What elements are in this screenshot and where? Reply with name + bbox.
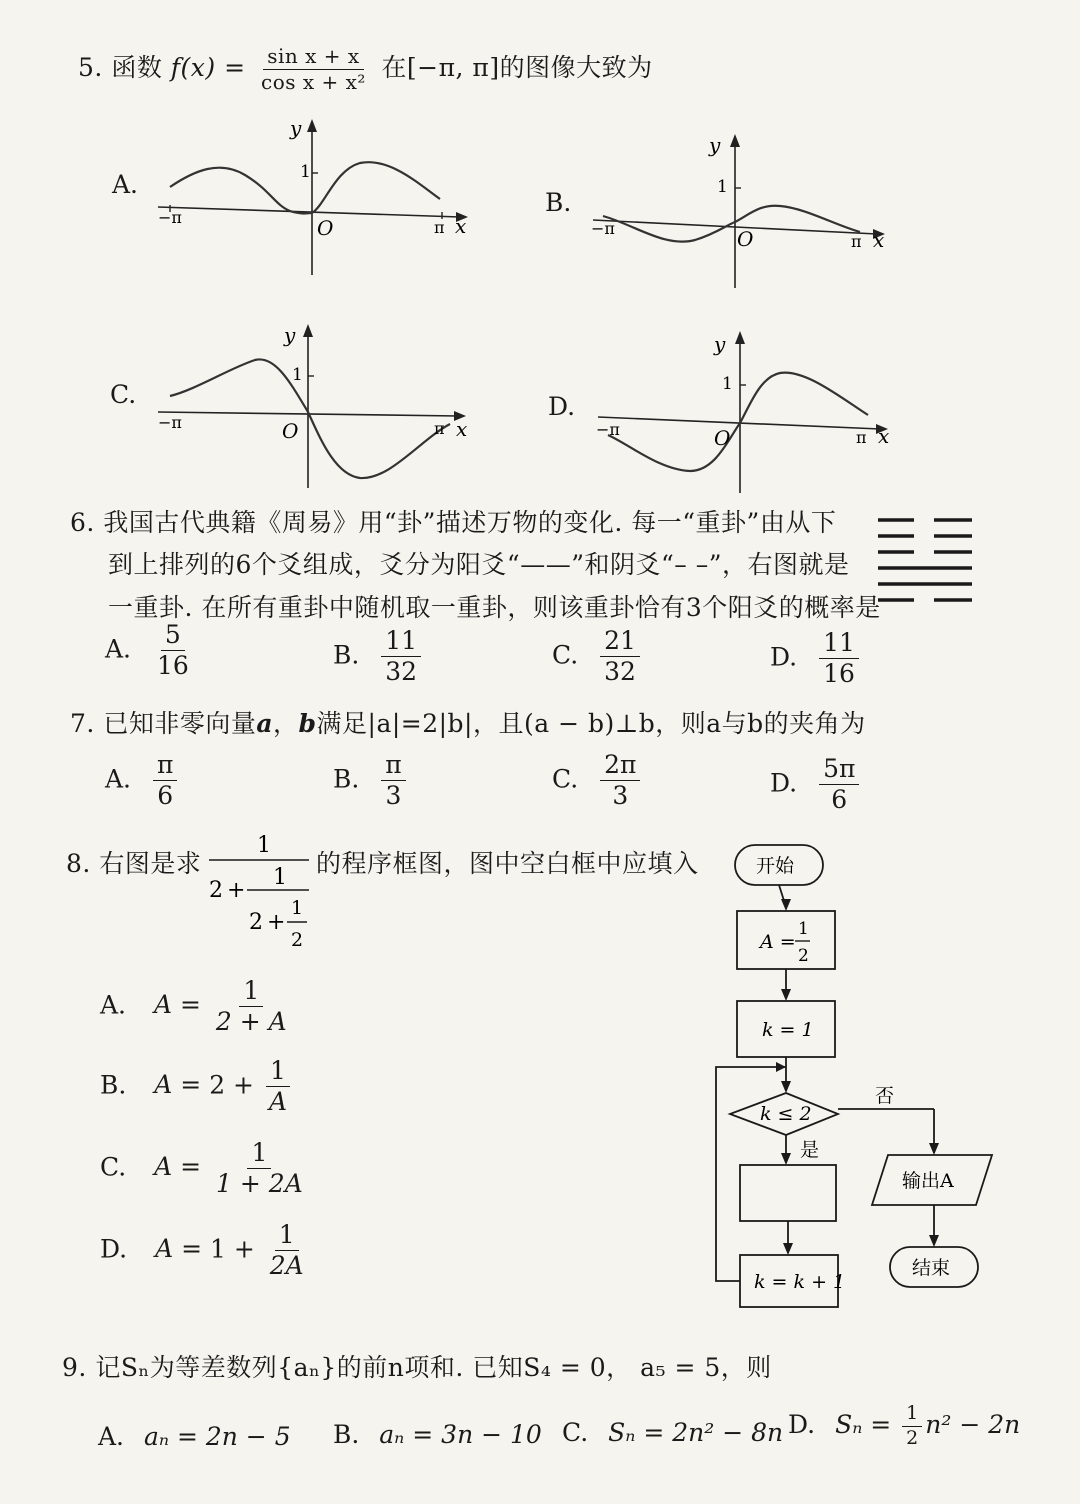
q7-d-numerator: 5π xyxy=(819,756,859,785)
q6-number: 6. xyxy=(70,508,95,537)
q8-option-a-fraction xyxy=(212,978,291,1036)
q7-comma: ， xyxy=(273,709,299,738)
q9-option-b-text: aₙ = 3n − 10 xyxy=(379,1420,542,1449)
flow-no-label: 否 xyxy=(875,1085,895,1107)
q8-cf-two-1: 2 xyxy=(209,878,223,903)
q7-option-a[interactable] xyxy=(105,752,180,810)
q5-text-2: 在[−π, π]的图像大致为 xyxy=(381,53,653,82)
q8-continued-fraction xyxy=(205,828,317,958)
q6-b-denominator: 32 xyxy=(385,657,418,687)
q8-cf-num-1: 1 xyxy=(257,833,271,858)
q7-a-denominator: 6 xyxy=(157,781,174,811)
q5-stem xyxy=(78,46,653,93)
q8-b-denominator: A xyxy=(268,1087,288,1117)
q8-option-c-label: C. xyxy=(100,1152,127,1182)
q6-option-b-label: B. xyxy=(333,640,360,670)
q8-c-lhs: A = xyxy=(154,1152,202,1182)
q7-option-b[interactable] xyxy=(333,752,409,810)
q6-c-numerator: 21 xyxy=(600,628,640,657)
q7-option-c[interactable] xyxy=(552,752,643,810)
q5-b-origin: O xyxy=(737,227,754,251)
q6-option-a[interactable] xyxy=(105,622,196,680)
q7-number: 7. xyxy=(70,709,95,738)
q7-d-denominator: 6 xyxy=(831,785,848,815)
q9-option-a-text: aₙ = 2n − 5 xyxy=(143,1422,291,1451)
q8-option-d-label: D. xyxy=(100,1234,128,1264)
q5-a-pi: π xyxy=(434,218,445,237)
flow-end-label: 结束 xyxy=(912,1257,951,1279)
q8-stem-start xyxy=(66,844,201,880)
q7-text: 已知非零向量 xyxy=(103,709,257,738)
q6-option-c-label: C. xyxy=(552,640,579,670)
q9-option-a[interactable] xyxy=(98,1422,291,1451)
q6-option-d[interactable] xyxy=(770,630,862,688)
q7-option-d[interactable] xyxy=(770,756,862,814)
q8-option-b-label: B. xyxy=(100,1070,127,1100)
q6-option-d-label: D. xyxy=(770,642,798,672)
q5-c-neg-pi: −π xyxy=(158,413,182,432)
flow-init-a-lhs: A = xyxy=(760,931,796,953)
q5-graph-d xyxy=(590,325,910,495)
q8-option-d-fraction xyxy=(266,1222,308,1280)
q7-option-d-fraction xyxy=(819,756,859,814)
q6-b-numerator: 11 xyxy=(381,628,421,657)
q5-a-origin: O xyxy=(317,216,334,240)
q6-option-c[interactable] xyxy=(552,628,643,686)
q5-a-y-label: y xyxy=(290,116,302,140)
q6-option-a-label: A. xyxy=(105,634,132,664)
flow-increment-label: k = k + 1 xyxy=(754,1271,846,1293)
q9-option-d[interactable] xyxy=(788,1404,1020,1449)
q7-vector-a: a xyxy=(256,709,274,738)
q5-graph-b xyxy=(585,130,905,290)
q6-option-b[interactable] xyxy=(333,628,424,686)
flow-yes-label: 是 xyxy=(800,1139,820,1161)
q8-flowchart xyxy=(700,835,1010,1325)
q6-line-2: 到上排列的6个爻组成，爻分为阳爻“——”和阴爻“– –”，右图就是 xyxy=(108,550,850,579)
q7-option-a-label: A. xyxy=(105,764,132,794)
q9-d-denominator: 2 xyxy=(906,1426,919,1449)
q7-b-denominator: 3 xyxy=(385,781,402,811)
q8-option-d[interactable] xyxy=(100,1222,311,1280)
flow-decision-label: k ≤ 2 xyxy=(760,1103,812,1125)
q5-option-a-label: A. xyxy=(112,170,139,199)
q8-option-b[interactable] xyxy=(100,1058,294,1116)
q5-fraction xyxy=(257,46,370,93)
q9-option-d-lhs: Sₙ = xyxy=(835,1409,892,1439)
q5-option-d-label: D. xyxy=(548,392,576,421)
flow-init-a-num: 1 xyxy=(798,919,809,939)
q5-c-one: 1 xyxy=(292,365,303,385)
q7-a-numerator: π xyxy=(153,752,177,781)
flow-start-label: 开始 xyxy=(756,855,795,877)
q5-c-pi: π xyxy=(434,419,445,438)
q8-a-denominator: 2 + A xyxy=(215,1007,287,1037)
q6-option-c-fraction xyxy=(600,628,640,686)
q7-stem xyxy=(70,704,866,740)
q6-line-1 xyxy=(70,503,836,539)
q8-cf-half-den: 2 xyxy=(291,929,304,951)
q5-graph-a xyxy=(150,115,480,280)
q8-option-a-label: A. xyxy=(100,990,127,1020)
q6-d-numerator: 11 xyxy=(819,630,859,659)
q5-numerator: sin x + x xyxy=(263,46,363,70)
q9-number: 9. xyxy=(62,1353,87,1382)
q8-cf-plus-1: + xyxy=(227,878,246,903)
q8-text-1: 右图是求 xyxy=(99,849,202,878)
q7-option-a-fraction xyxy=(153,752,177,810)
q8-d-pre: 1 + xyxy=(209,1234,255,1264)
q5-b-neg-pi: −π xyxy=(591,219,615,238)
q8-cf-two-2: 2 xyxy=(249,910,263,935)
q5-c-origin: O xyxy=(282,419,299,443)
q5-option-c-label: C. xyxy=(110,380,137,409)
q9-text: 记Sₙ为等差数列{aₙ}的前n项和. 已知S₄ = 0， a₅ = 5，则 xyxy=(95,1353,772,1382)
q9-option-c-label: C. xyxy=(562,1418,589,1447)
q5-b-one: 1 xyxy=(717,177,728,197)
q5-a-one: 1 xyxy=(300,162,311,182)
q6-line-3: 一重卦. 在所有重卦中随机取一重卦，则该重卦恰有3个阳爻的概率是 xyxy=(108,593,881,622)
q7-option-b-fraction xyxy=(381,752,405,810)
q6-c-denominator: 32 xyxy=(604,657,636,687)
q5-denominator: cos x + x² xyxy=(261,70,366,94)
q9-d-numerator: 1 xyxy=(902,1404,922,1427)
flow-output-label: 输出A xyxy=(902,1170,954,1192)
q9-option-d-label: D. xyxy=(788,1409,816,1439)
q8-d-numerator: 1 xyxy=(275,1222,299,1251)
q8-cf-num-2: 1 xyxy=(273,865,287,890)
q7-option-d-label: D. xyxy=(770,768,798,798)
q5-c-x-label: x xyxy=(456,417,468,441)
q8-a-numerator: 1 xyxy=(239,978,263,1007)
q5-function: f(x) = xyxy=(170,53,246,82)
q9-option-d-fraction xyxy=(902,1404,922,1449)
q6-a-numerator: 5 xyxy=(161,622,185,651)
q8-b-lhs: A = xyxy=(154,1070,202,1100)
q6-d-denominator: 16 xyxy=(823,659,855,689)
q7-option-b-label: B. xyxy=(333,764,360,794)
q8-cf-plus-2: + xyxy=(267,910,286,935)
q5-b-x-label: x xyxy=(873,228,885,252)
flow-init-a-den: 2 xyxy=(798,946,809,966)
q5-option-b-label: B. xyxy=(545,188,572,217)
q9-option-c-text: Sₙ = 2n² − 8n xyxy=(608,1418,784,1447)
q8-option-a[interactable] xyxy=(100,978,294,1036)
q5-a-x-label: x xyxy=(455,214,467,238)
q5-a-neg-pi: −π xyxy=(158,208,182,227)
q6-option-d-fraction xyxy=(819,630,859,688)
q8-stem-end: 的程序框图，图中空白框中应填入 xyxy=(316,849,699,878)
q8-option-b-fraction xyxy=(265,1058,291,1116)
q7-c-numerator: 2π xyxy=(600,752,640,781)
q9-option-d-rest: n² − 2n xyxy=(925,1409,1021,1439)
q9-stem xyxy=(62,1348,772,1384)
q6-text-1: 我国古代典籍《周易》用“卦”描述万物的变化. 每一“重卦”由从下 xyxy=(103,508,837,537)
q8-d-lhs: A = xyxy=(155,1234,203,1264)
q5-b-pi: π xyxy=(851,232,862,251)
q5-d-neg-pi: −π xyxy=(596,420,620,439)
hexagram-figure xyxy=(876,512,976,612)
q5-d-pi: π xyxy=(856,428,867,447)
q8-d-denominator: 2A xyxy=(269,1251,304,1281)
q7-condition: 满足|a|=2|b|，且(a − b)⊥b，则a与b的夹角为 xyxy=(316,709,866,738)
q5-d-x-label: x xyxy=(878,424,890,448)
flow-blank-box xyxy=(740,1165,836,1221)
q5-text-1: 函数 xyxy=(111,53,163,82)
q8-b-numerator: 1 xyxy=(266,1058,290,1087)
q5-b-y-label: y xyxy=(709,133,721,157)
q6-option-a-fraction xyxy=(153,622,193,680)
q5-d-origin: O xyxy=(714,426,731,450)
q8-option-c-fraction xyxy=(212,1140,307,1198)
q6-option-b-fraction xyxy=(381,628,421,686)
q7-vector-b: b xyxy=(298,709,317,738)
q5-d-y-label: y xyxy=(714,332,726,356)
q7-c-denominator: 3 xyxy=(612,781,629,811)
q8-option-c[interactable] xyxy=(100,1140,310,1198)
q8-c-numerator: 1 xyxy=(247,1140,271,1169)
q5-d-one: 1 xyxy=(722,374,733,394)
q8-a-lhs: A = xyxy=(153,990,201,1020)
q8-cf-half-num: 1 xyxy=(291,897,304,919)
q7-option-c-fraction xyxy=(600,752,640,810)
q9-option-a-label: A. xyxy=(98,1422,125,1451)
q8-b-pre: 2 + xyxy=(209,1070,254,1100)
q8-c-denominator: 1 + 2A xyxy=(216,1169,303,1199)
q7-b-numerator: π xyxy=(381,752,405,781)
q7-option-c-label: C. xyxy=(552,764,579,794)
q8-number: 8. xyxy=(66,849,91,878)
flow-init-k-label: k = 1 xyxy=(762,1019,814,1041)
q9-option-b[interactable] xyxy=(333,1420,542,1449)
q5-number: 5. xyxy=(78,53,103,82)
q5-graph-c xyxy=(150,320,480,490)
q5-c-y-label: y xyxy=(284,323,296,347)
q6-a-denominator: 16 xyxy=(156,651,189,681)
q9-option-b-label: B. xyxy=(333,1420,360,1449)
q9-option-c[interactable] xyxy=(562,1418,783,1447)
